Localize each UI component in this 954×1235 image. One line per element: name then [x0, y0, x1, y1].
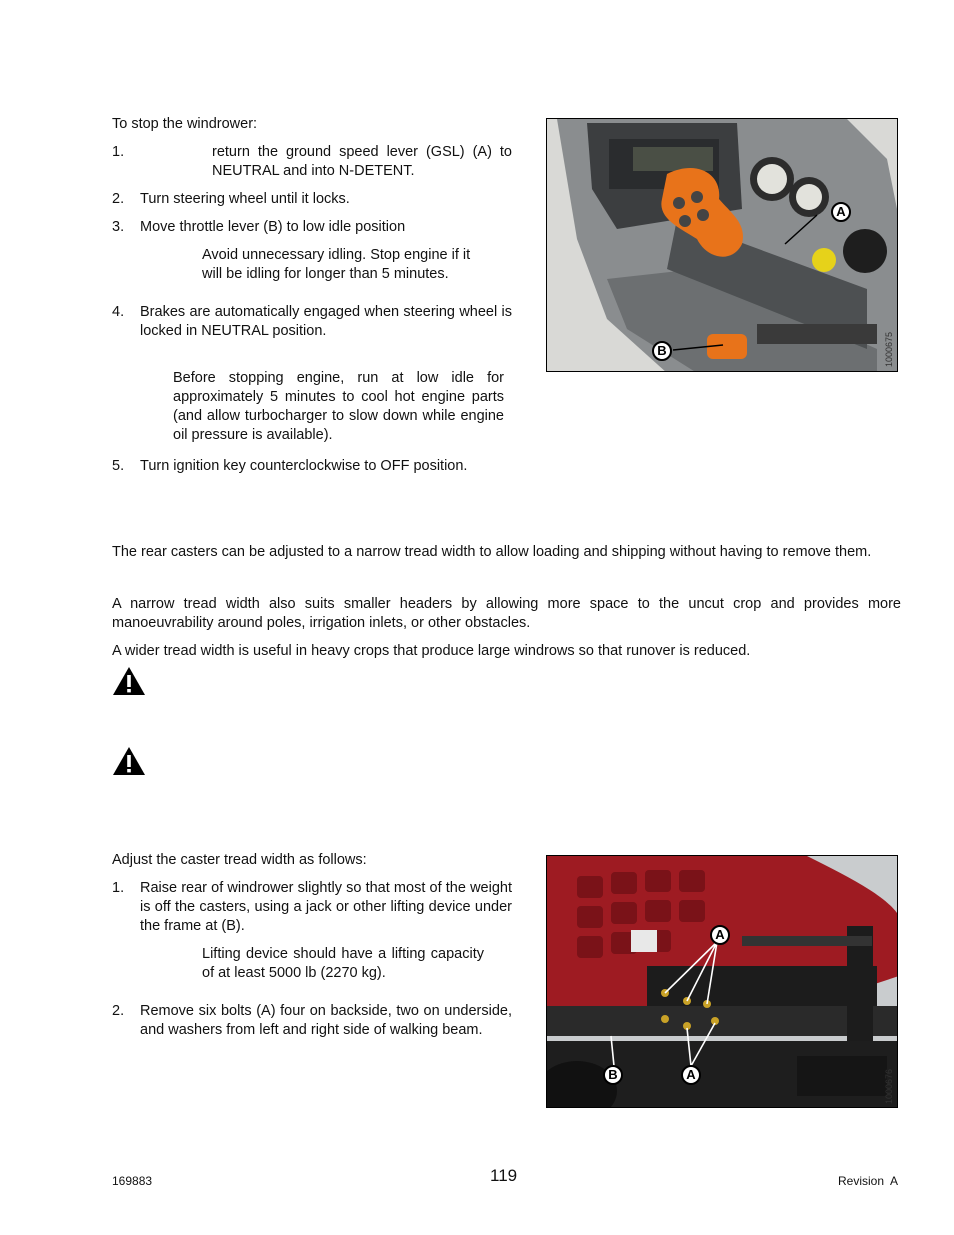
doc-number: 169883	[112, 1174, 153, 1188]
console-photo	[546, 118, 898, 372]
stop-step-5: 5. Turn ignition key counterclockwise to OFF position.	[112, 458, 468, 474]
callout-a-top: A	[710, 925, 730, 945]
adjust-step-2: 2. Remove six bolts (A) four on backside, two on underside, and washers from left and right side of walking beam.	[112, 1003, 512, 1038]
stop-step-3: 3. Move throttle lever (B) to low idle position	[112, 219, 406, 235]
console-illustration	[547, 119, 898, 372]
page-number: 119	[490, 1166, 518, 1185]
callout-a: A	[831, 202, 851, 222]
note-lift: Lifting device should have a lifting capacity of at least 5000 lb (2270 kg).	[202, 946, 484, 981]
stop-step-1: 1. return the ground speed lever (GSL) (A) to NEUTRAL and into N-DETENT.	[112, 144, 512, 179]
revision: Revision A	[838, 1174, 899, 1188]
stop-step-4: 4. Brakes are automatically engaged when steering wheel is locked in NEUTRAL position.	[112, 304, 512, 339]
stop-intro: To stop the windrower:	[112, 116, 258, 132]
figure-id: 1000675	[884, 331, 894, 367]
adjust-intro: Adjust the caster tread width as follows:	[112, 852, 367, 868]
caster-photo	[546, 855, 898, 1108]
caster-illustration	[547, 856, 898, 1108]
tread-para-1: The rear casters can be adjusted to a narrow tread width to allow loading and shipping without having to remove them.	[112, 544, 872, 560]
adjust-step-1: 1. Raise rear of windrower slightly so that most of the weight is off the casters, using a jack or other lifting device under the frame at (B).	[112, 880, 512, 934]
callout-b: B	[652, 341, 672, 361]
tread-para-3: A wider tread width is useful in heavy crops that produce large windrows so that runover is reduced.	[112, 643, 751, 659]
stop-step-2: 2. Turn steering wheel until it locks.	[112, 191, 350, 207]
figure-id: 1000676	[884, 1068, 894, 1104]
note-idle: Avoid unnecessary idling. Stop engine if it will be idling for longer than 5 minutes.	[202, 247, 471, 282]
callout-a-bottom: A	[681, 1065, 701, 1085]
warning-triangle-icon	[112, 666, 146, 696]
tread-para-2: A narrow tread width also suits smaller headers by allowing more space to the uncut crop and provides more manoeuvrability around poles, irrigation inlets, or other obstacles.	[112, 596, 901, 631]
callout-b: B	[603, 1065, 623, 1085]
warning-triangle-icon	[112, 746, 146, 776]
caution-text: Before stopping engine, run at low idle for approximately 5 minutes to cool hot engine parts (and allow turbocharger to slow down while engine oil pressure is available).	[173, 370, 504, 443]
